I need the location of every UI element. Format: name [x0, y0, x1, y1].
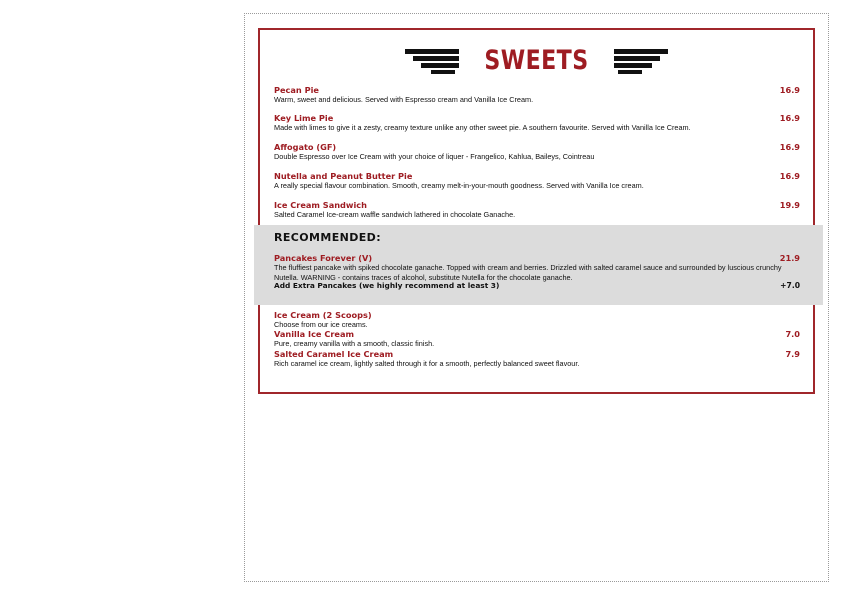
menu-item-price: 16.9 [779, 85, 800, 95]
menu-item [274, 171, 800, 191]
menu-item-name: Ice Cream Sandwich [274, 200, 367, 210]
menu-item-description: Pure, creamy vanilla with a smooth, classic finish. [274, 339, 435, 348]
ice-cream-option [274, 329, 800, 349]
menu-item-name: Pancakes Forever (V) [274, 253, 373, 263]
menu-item-description: Made with limes to give it a zesty, creamy texture unlike any other sweet pie. A southern favourite. Served with Vanilla Ice Cream. [274, 123, 691, 132]
menu-item-description: Salted Caramel Ice-cream waffle sandwich lathered in chocolate Ganache. [274, 210, 516, 219]
menu-item [274, 310, 800, 330]
menu-item-price: 21.9 [779, 253, 800, 263]
menu-item-description: Double Espresso over Ice Cream with your choice of liquer - Frangelico, Kahlua, Baileys, Cointreau [274, 152, 595, 161]
menu-item-price: 19.9 [779, 200, 800, 210]
menu-item-price: 16.9 [779, 142, 800, 152]
menu-item-description: Rich caramel ice cream, lightly salted through it for a smooth, perfectly balanced sweet flavour. [274, 359, 580, 368]
menu-item-name: Salted Caramel Ice Cream [274, 349, 394, 359]
title-row [258, 42, 815, 78]
menu-item-name: Key Lime Pie [274, 113, 334, 123]
menu-item-description: Warm, sweet and delicious. Served with Espresso cream and Vanilla Ice Cream. [274, 95, 534, 104]
menu-item-name: Nutella and Peanut Butter Pie [274, 171, 413, 181]
menu-item [274, 200, 800, 220]
menu-item [274, 113, 800, 133]
menu-item-description: A really special flavour combination. Smooth, creamy melt-in-your-mouth goodness. Served with Vanilla Ice cream. [274, 181, 644, 190]
menu-item-name: Affogato (GF) [274, 142, 337, 152]
extra-option-label: Add Extra Pancakes (we highly recommend at least 3) [274, 281, 500, 290]
extra-option-price: +7.0 [780, 281, 800, 290]
menu-item [274, 142, 800, 162]
page-title: SWEETS [484, 44, 589, 76]
menu-item [274, 85, 800, 105]
menu-item-price: 16.9 [779, 113, 800, 123]
menu-item-price: 7.9 [785, 349, 800, 359]
menu-item-price: 16.9 [779, 171, 800, 181]
menu-item-description: The fluffiest pancake with spiked chocolate ganache. Topped with cream and berries. Drizzled with salted caramel sauce and surrounded by luscious crunchy Nutella. WARNING - contains traces of alcohol, substitute Nutella for the chocolate ganache. [274, 263, 782, 282]
left-wing-icon [405, 46, 459, 74]
recommended-item [274, 253, 800, 282]
menu-item-name: Pecan Pie [274, 85, 319, 95]
menu-item-name: Ice Cream (2 Scoops) [274, 310, 372, 320]
menu-item-name: Vanilla Ice Cream [274, 329, 354, 339]
menu-item-price: 7.0 [785, 329, 800, 339]
right-wing-icon [614, 46, 668, 74]
menu-item-description: Choose from our ice creams. [274, 320, 368, 329]
recommended-heading: RECOMMENDED: [274, 231, 381, 244]
ice-cream-option [274, 349, 800, 369]
extra-option-row [274, 281, 800, 291]
